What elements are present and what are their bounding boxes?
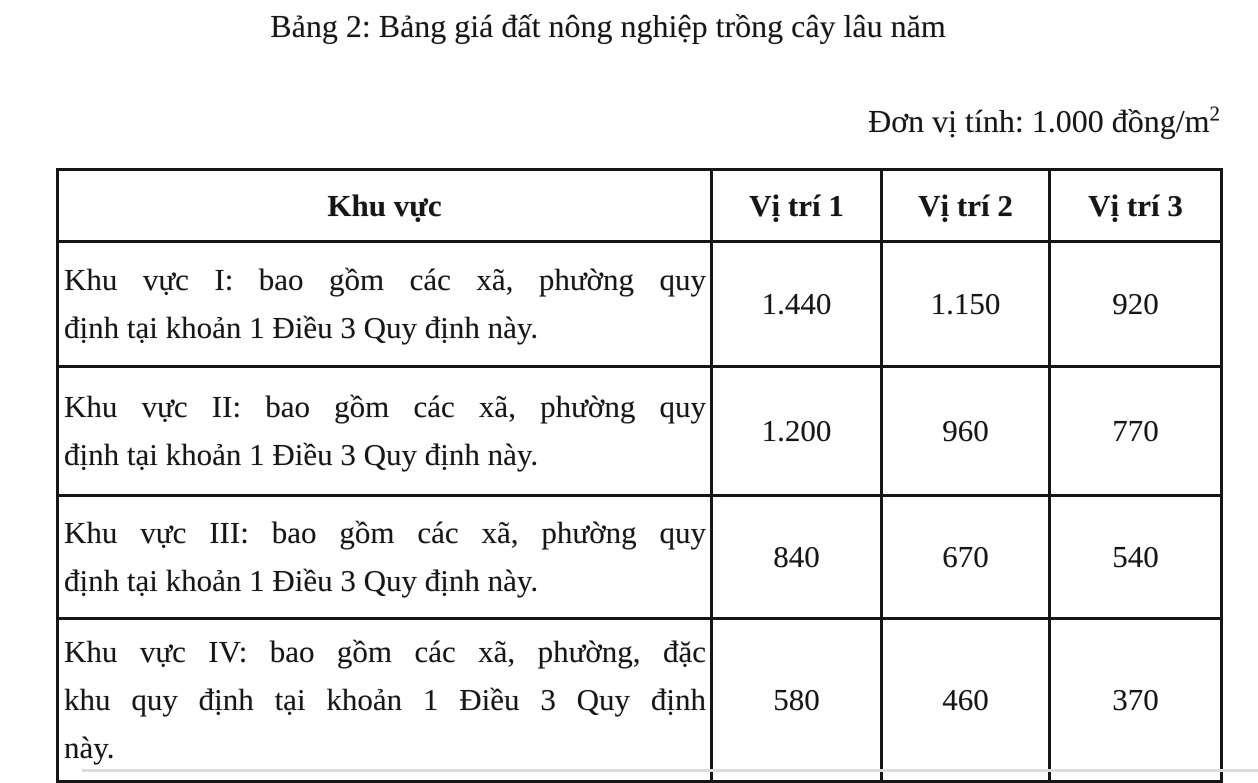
price-cell: 920 xyxy=(1050,242,1222,367)
text-line: Khu vực II: bao gồm các xã, phường quy xyxy=(64,388,706,424)
price-cell: 580 xyxy=(712,619,882,782)
price-cell: 460 xyxy=(882,619,1050,782)
zone-description-cell xyxy=(58,367,712,496)
header-row xyxy=(58,170,1222,242)
price-cell: 960 xyxy=(882,367,1050,496)
price-cell: 840 xyxy=(712,496,882,619)
text-line: định tại khoản 1 Điều 3 Quy định này. xyxy=(64,437,539,472)
zone-description-cell xyxy=(58,242,712,367)
unit-superscript: 2 xyxy=(1209,101,1220,126)
price-cell: 770 xyxy=(1050,367,1222,496)
price-cell: 1.440 xyxy=(712,242,882,367)
text-line: Khu vực III: bao gồm các xã, phường quy xyxy=(64,514,706,550)
price-cell: 370 xyxy=(1050,619,1222,782)
table-caption: Bảng 2: Bảng giá đất nông nghiệp trồng cây lâu năm xyxy=(270,8,946,44)
text-line: này. xyxy=(64,730,115,766)
unit-note xyxy=(868,103,1220,140)
price-cell: 1.150 xyxy=(882,242,1050,367)
text-line: Khu vực IV: bao gồm các xã, phường, đặc xyxy=(64,633,706,669)
price-cell: 1.200 xyxy=(712,367,882,496)
text-line: định tại khoản 1 Điều 3 Quy định này. xyxy=(64,563,539,598)
column-header-vi-tri-3: Vị trí 3 xyxy=(1050,170,1222,242)
unit-note-text: Đơn vị tính: 1.000 đồng/m xyxy=(868,103,1210,139)
column-header-khu-vuc: Khu vực xyxy=(58,170,712,242)
land-price-table xyxy=(56,168,1223,783)
text-line: khu quy định tại khoản 1 Điều 3 Quy định xyxy=(64,681,706,717)
price-cell: 670 xyxy=(882,496,1050,619)
table-row-zone-3 xyxy=(58,496,1222,619)
table-row-zone-2 xyxy=(58,367,1222,496)
price-cell: 540 xyxy=(1050,496,1222,619)
zone-description-cell xyxy=(58,619,712,782)
zone-description-cell xyxy=(58,496,712,619)
column-header-vi-tri-2: Vị trí 2 xyxy=(882,170,1050,242)
text-line: định tại khoản 1 Điều 3 Quy định này. xyxy=(64,310,539,345)
table-row-zone-1 xyxy=(58,242,1222,367)
scan-shadow-line xyxy=(82,769,1258,772)
table-row-zone-4 xyxy=(58,619,1222,782)
column-header-vi-tri-1: Vị trí 1 xyxy=(712,170,882,242)
text-line: Khu vực I: bao gồm các xã, phường quy xyxy=(64,261,706,297)
